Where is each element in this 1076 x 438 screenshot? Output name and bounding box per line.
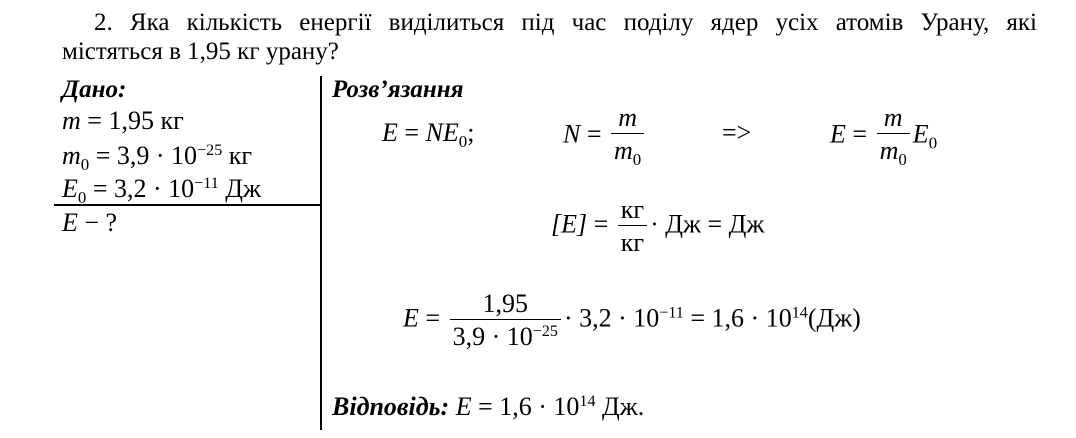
- answer-line: Відповідь: $E = 1,6 \cdot 10^{14}$ Дж.: [332, 392, 645, 421]
- table-vertical-divider: [320, 76, 322, 430]
- find-quantity: E − ?: [62, 208, 118, 237]
- given-energy-per-fission: $E_0 = 3,2 \cdot 10^{-11}$ Дж: [62, 174, 261, 207]
- given-heading: Дано:: [62, 76, 127, 103]
- given-mass: m = 1,95 кг: [62, 106, 184, 135]
- formula-energy-derived: E = $\frac{m}{m_0}$ $E_0$: [830, 103, 938, 170]
- problem-statement: [62, 8, 1037, 66]
- given-atom-mass: $m_0 = 3,9 \cdot 10^{-25}$ кг: [62, 141, 253, 174]
- units-check: [E] = $\frac{кг}{кг}$ · Дж = Дж: [551, 195, 765, 258]
- solution-heading: Розв’язання: [332, 76, 464, 103]
- numeric-calculation: E = $\frac{1,95}{3,9 \cdot 10^{-25}}$ · $3,2 \cdot 10^{-11} = 1,6 \cdot 10^{14}(Дж)$: [403, 289, 861, 352]
- problem-line-2: містяться в 1,95 кг урану?: [62, 38, 339, 65]
- implies-arrow: =>: [722, 118, 752, 147]
- problem-line-1: 2. Яка кількість енергії виділиться під час поділу ядер усіх атомів Урану, які: [94, 9, 1037, 36]
- formula-energy-total: $E = NE_0$;: [382, 118, 475, 151]
- formula-number-of-atoms: N = $\frac{m}{m_0}$: [563, 104, 647, 169]
